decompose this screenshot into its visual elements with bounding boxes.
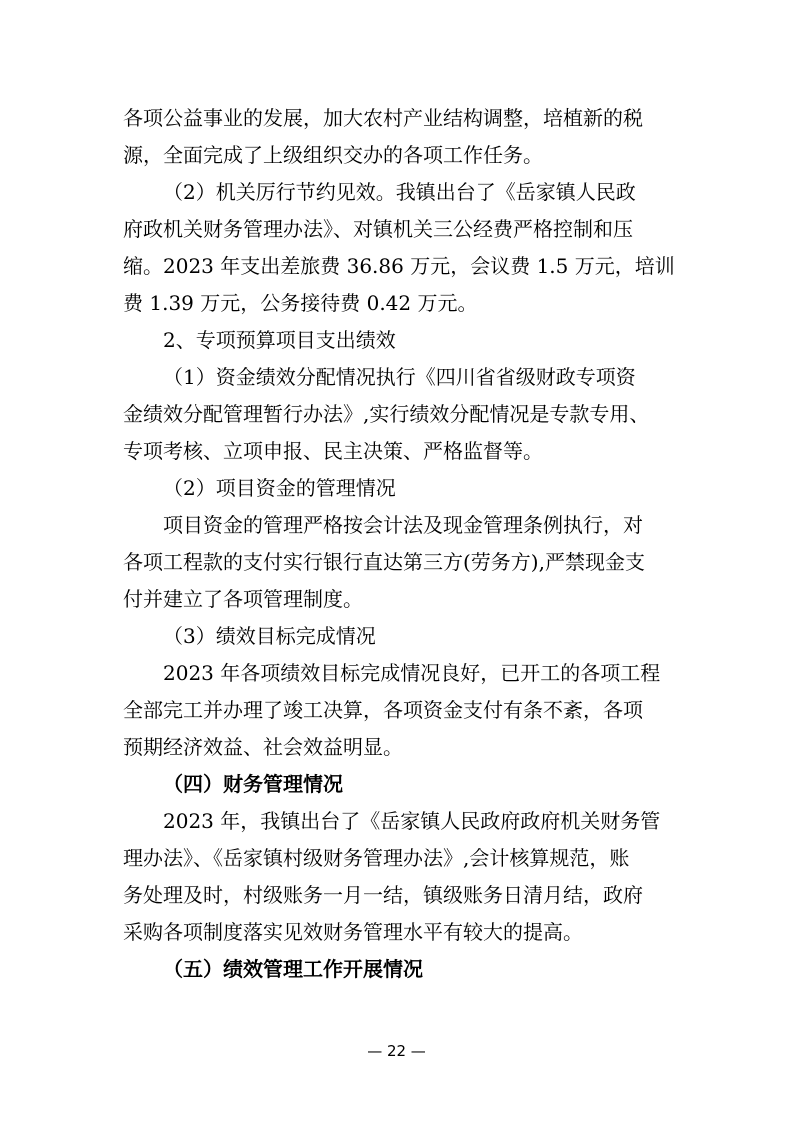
paragraph-line: 2023 年，我镇出台了《岳家镇人民政府政府机关财务管	[163, 809, 661, 833]
section-heading: 2、专项预算项目支出绩效	[163, 328, 396, 352]
subsection-heading: （2）项目资金的管理情况	[163, 476, 396, 500]
paragraph-line: 采购各项制度落实见效财务管理水平有较大的提高。	[123, 920, 583, 944]
paragraph-line: 金绩效分配管理暂行办法》,实行绩效分配情况是专款专用、	[123, 402, 650, 426]
paragraph-line: 项目资金的管理严格按会计法及现金管理条例执行，对	[163, 513, 643, 537]
paragraph-line: 务处理及时，村级账务一月一结，镇级账务日清月结，政府	[123, 883, 643, 907]
paragraph-line: 全部完工并办理了竣工决算，各项资金支付有条不紊，各项	[123, 698, 643, 722]
paragraph-line: 缩。2023 年支出差旅费 36.86 万元，会议费 1.5 万元，培训	[123, 254, 675, 278]
paragraph-line: （1）资金绩效分配情况执行《四川省省级财政专项资	[163, 365, 636, 389]
paragraph-line: 府政机关财务管理办法》、对镇机关三公经费严格控制和压	[123, 217, 633, 241]
paragraph-line: 预期经济效益、社会效益明显。	[123, 735, 403, 759]
subsection-heading: （3）绩效目标完成情况	[163, 624, 376, 648]
paragraph-line: （2）机关厉行节约见效。我镇出台了《岳家镇人民政	[163, 180, 636, 204]
paragraph-line: 费 1.39 万元，公务接待费 0.42 万元。	[123, 291, 478, 315]
section-heading-bold: （四）财务管理情况	[163, 772, 343, 796]
page-number: — 22 —	[367, 1042, 426, 1060]
paragraph-line: 付并建立了各项管理制度。	[123, 587, 363, 611]
paragraph-line: 各项工程款的支付实行银行直达第三方(劳务方),严禁现金支	[123, 550, 645, 574]
paragraph-line: 专项考核、立项申报、民主决策、严格监督等。	[123, 439, 543, 463]
paragraph-line: 理办法》、《岳家镇村级财务管理办法》,会计核算规范，账	[123, 846, 630, 870]
paragraph-line: 源，全面完成了上级组织交办的各项工作任务。	[123, 143, 543, 167]
paragraph-line: 2023 年各项绩效目标完成情况良好，已开工的各项工程	[163, 661, 661, 685]
paragraph-line: 各项公益事业的发展，加大农村产业结构调整，培植新的税	[123, 106, 643, 130]
section-heading-bold: （五）绩效管理工作开展情况	[163, 957, 423, 981]
